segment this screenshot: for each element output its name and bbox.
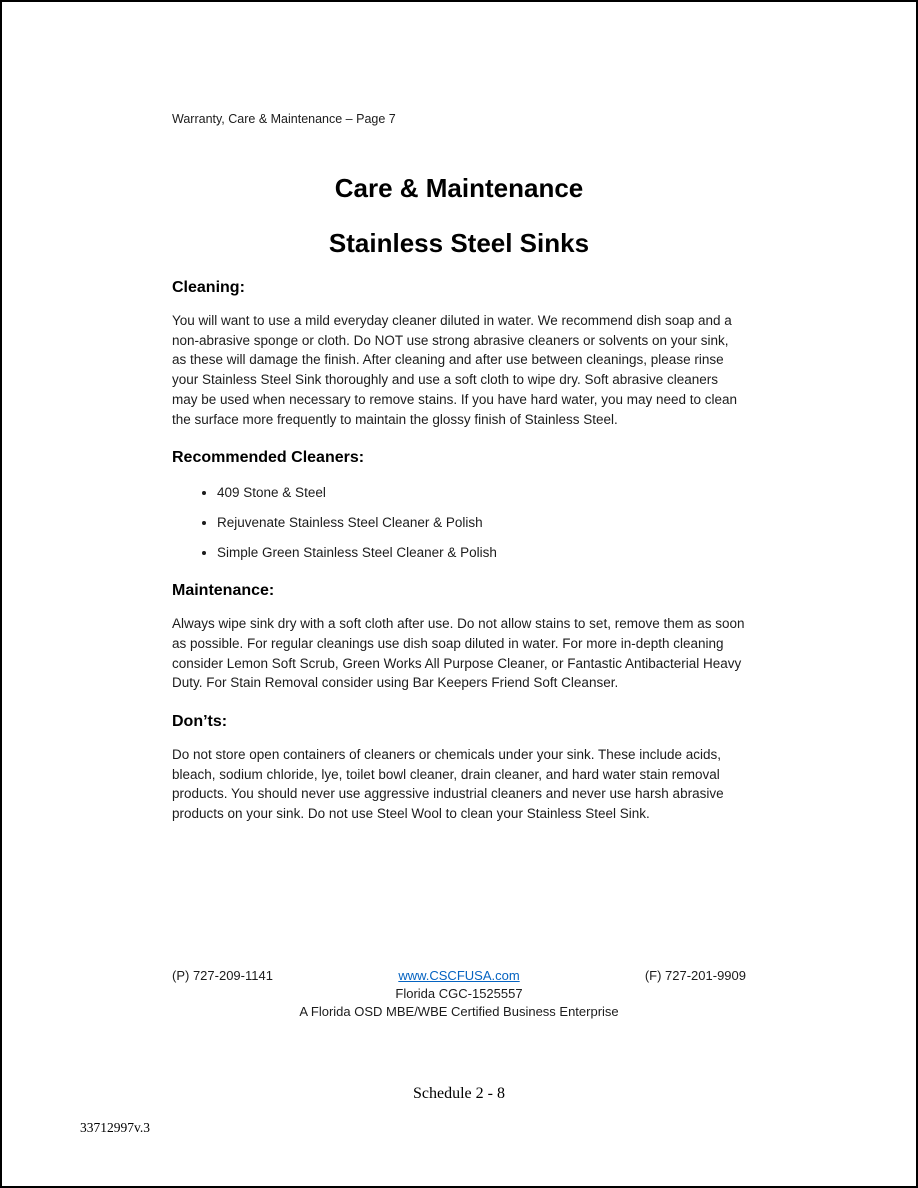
footer-fax: (F) 727-201-9909: [644, 968, 746, 983]
footer-license-number: Florida CGC-1525557: [395, 986, 523, 1001]
page-footer: [172, 968, 746, 1019]
section-body-cleaning: You will want to use a mild everyday cleaner diluted in water. We recommend dish soap and a non-abrasive sponge or cloth. Do NOT use strong abrasive cleaners or solvents on your sink, as these will damage the finish. After cleaning and after use between cleanings, please rinse your Stainless Steel Sink thoroughly and use a soft cloth to wipe dry. Soft abrasive cleaners may be used when necessary to remove stains. If you have hard water, you may need to clean the surface more frequently to maintain the glossy finish of Stainless Steel.: [172, 313, 738, 427]
running-header: Warranty, Care & Maintenance – Page 7: [172, 112, 396, 126]
page-content: [2, 2, 916, 824]
section-body-donts: Do not store open containers of cleaners or chemicals under your sink. These include acids, bleach, sodium chloride, lye, toilet bowl cleaner, drain cleaner, and hard water stain removal products. You should never use aggressive industrial cleaners and never use harsh abrasive products on your sink. Do not use Steel Wool to clean your Stainless Steel Sink.: [172, 747, 724, 822]
schedule-label: Schedule 2 - 8: [413, 1085, 505, 1102]
section-heading-donts: Don’ts:: [172, 713, 228, 731]
section-heading-maintenance: Maintenance:: [172, 582, 275, 600]
list-item-cleaner-1: • 409 Stone & Steel: [217, 483, 746, 502]
footer-contact-row: [172, 968, 746, 983]
document-title: Care & Maintenance: [334, 173, 584, 203]
section-heading-recommended-cleaners: Recommended Cleaners:: [172, 449, 365, 467]
footer-website-link[interactable]: www.CSCFUSA.com: [398, 968, 520, 983]
list-item-cleaner-2: • Rejuvenate Stainless Steel Cleaner & Polish: [217, 513, 746, 532]
list-item-cleaner-3: • Simple Green Stainless Steel Cleaner & Polish: [217, 543, 746, 562]
footer-phone: (P) 727-209-1141: [172, 968, 273, 983]
document-number: 33712997v.3: [80, 1120, 150, 1135]
section-body-maintenance: Always wipe sink dry with a soft cloth after use. Do not allow stains to set, remove them as soon as possible. For regular cleanings use dish soap diluted in water. For more in-depth cleaning consider Lemon Soft Scrub, Green Works All Purpose Cleaner, or Fantastic Antibacterial Heavy Duty. For Stain Removal consider using Bar Keepers Friend Soft Cleanser.: [172, 616, 745, 691]
document-subtitle: Stainless Steel Sinks: [328, 228, 590, 258]
footer-certification: A Florida OSD MBE/WBE Certified Business Enterprise: [299, 1004, 619, 1019]
recommended-cleaners-list: [172, 483, 746, 562]
section-heading-cleaning: Cleaning:: [172, 279, 245, 296]
